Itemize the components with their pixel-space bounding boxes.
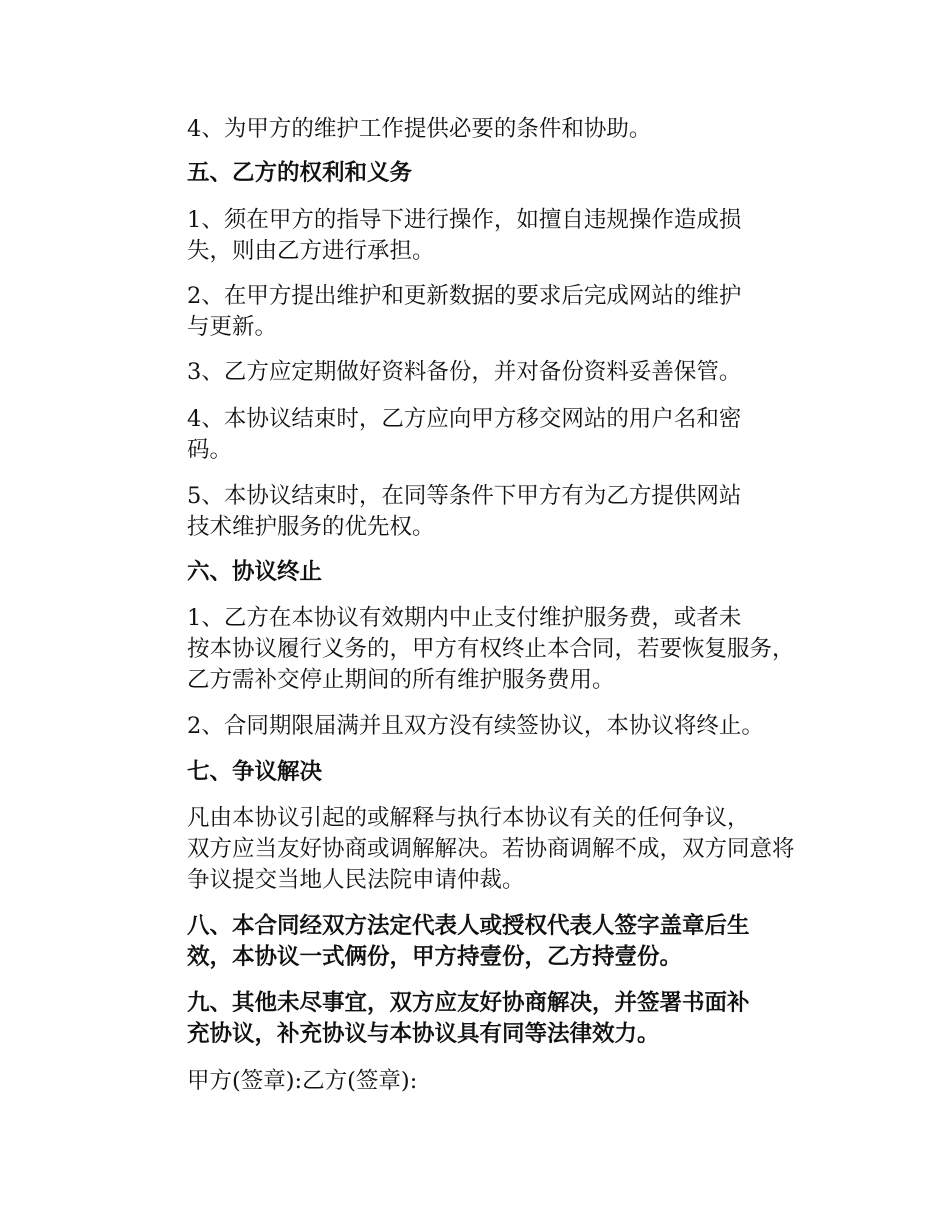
clause-7-text — [142, 803, 812, 896]
text-line: 技术维护服务的优先权。 — [187, 514, 435, 540]
heading-text: 五、乙方的权利和义务 — [187, 160, 413, 186]
clause-9 — [142, 988, 812, 1050]
section-heading-6 — [142, 557, 812, 588]
text-line: 1、须在甲方的指导下进行操作，如擅自违规操作造成损 — [187, 207, 742, 233]
text-line: 失，则由乙方进行承担。 — [187, 238, 435, 264]
text-line: 充协议，补充协议与本协议具有同等法律效力。 — [187, 1021, 660, 1047]
text-line: 码。 — [187, 437, 233, 463]
text-line: 八、本合同经双方法定代表人或授权代表人签字盖章后生 — [187, 913, 750, 939]
text-line: 甲方(签章):乙方(签章): — [187, 1068, 418, 1094]
text-line: 九、其他未尽事宜，双方应友好协商解决，并签署书面补 — [187, 990, 750, 1016]
section-heading-5 — [142, 158, 812, 189]
heading-text: 七、争议解决 — [187, 759, 323, 785]
clause-8 — [142, 911, 812, 973]
text-line: 按本协议履行义务的，甲方有权终止本合同，若要恢复服务， — [187, 636, 795, 662]
clause-5-2 — [142, 281, 812, 343]
clause-6-1 — [142, 603, 812, 696]
heading-text: 六、协议终止 — [187, 559, 323, 585]
section-heading-7 — [142, 757, 812, 788]
clause-5-1 — [142, 205, 812, 267]
text-line: 1、乙方在本协议有效期内中止支付维护服务费，或者未 — [187, 605, 742, 631]
text-line: 2、合同期限届满并且双方没有续签协议，本协议将终止。 — [187, 713, 764, 739]
text-line: 乙方需补交停止期间的所有维护服务费用。 — [187, 667, 615, 693]
clause-5-5 — [142, 481, 812, 543]
text-line: 与更新。 — [187, 314, 278, 340]
clause-4-party-a — [142, 114, 812, 145]
text-line: 4、本协议结束时，乙方应向甲方移交网站的用户名和密 — [187, 406, 742, 432]
clause-6-2 — [142, 711, 812, 742]
signature-line — [142, 1066, 812, 1097]
text-line: 4、为甲方的维护工作提供必要的条件和协助。 — [187, 116, 652, 142]
clause-5-3 — [142, 357, 812, 388]
text-line: 3、乙方应定期做好资料备份，并对备份资料妥善保管。 — [187, 359, 742, 385]
clause-5-4 — [142, 404, 812, 466]
text-line: 双方应当友好协商或调解解决。若协商调解不成，双方同意将 — [187, 836, 795, 862]
text-line: 效，本协议一式俩份，甲方持壹份，乙方持壹份。 — [187, 944, 683, 970]
text-line: 争议提交当地人民法院申请仲裁。 — [187, 867, 525, 893]
text-line: 5、本协议结束时，在同等条件下甲方有为乙方提供网站 — [187, 483, 742, 509]
text-line: 凡由本协议引起的或解释与执行本协议有关的任何争议， — [187, 805, 750, 831]
text-line: 2、在甲方提出维护和更新数据的要求后完成网站的维护 — [187, 283, 742, 309]
